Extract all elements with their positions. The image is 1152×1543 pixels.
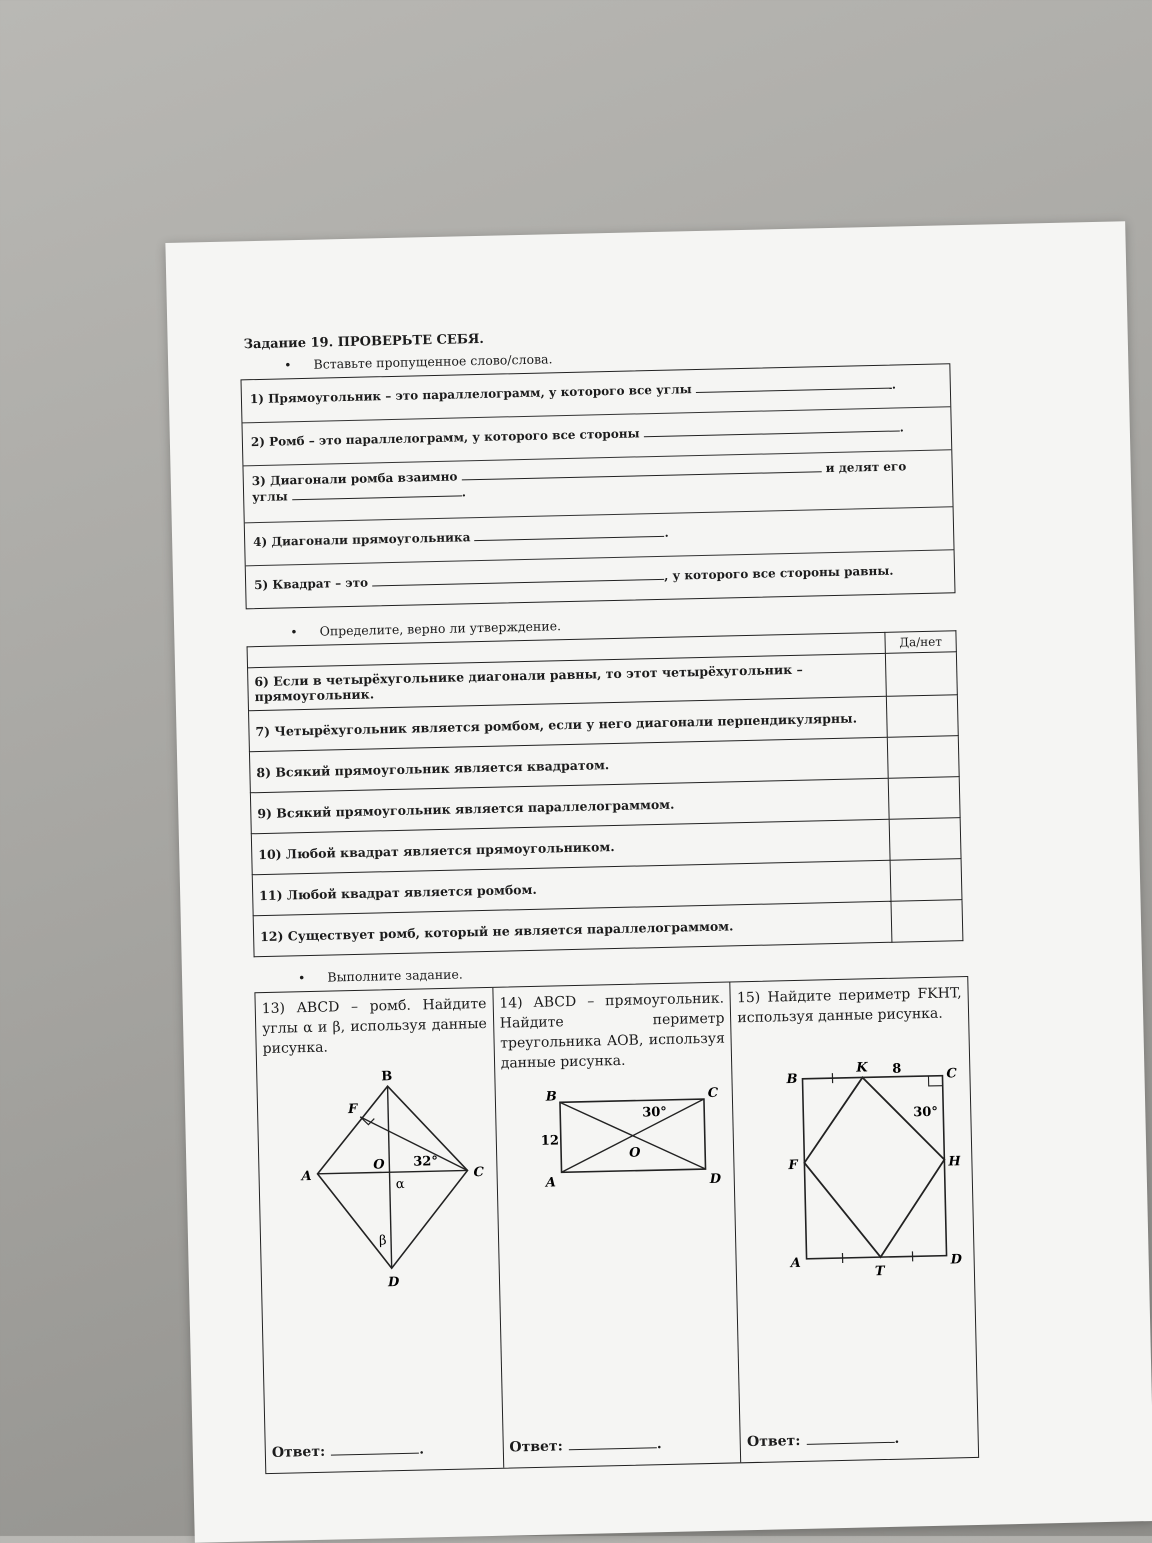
answer-blank-5[interactable] — [372, 567, 664, 587]
answer-cell-6[interactable] — [885, 652, 957, 697]
fill-mid-3: и делят его — [826, 459, 907, 475]
label-d: D — [708, 1172, 721, 1187]
statement-12: 12) Существует ромб, который не является параллелограммом. — [253, 901, 892, 956]
label-c: C — [707, 1086, 718, 1101]
side-8: 8 — [892, 1062, 901, 1077]
answer-blank-3a[interactable] — [461, 459, 821, 480]
statement-7: 7) Четырёхугольник является ромбом, если у него диагонали перпендикулярны. — [249, 696, 888, 751]
fill-end-2: . — [899, 420, 904, 434]
answer-label-13: Ответ: — [272, 1444, 326, 1461]
outer-rectangle — [803, 1076, 947, 1259]
answer-label-14: Ответ: — [509, 1438, 563, 1455]
label-a: A — [789, 1256, 801, 1271]
rhombus-figure — [267, 1066, 494, 1301]
rhombus-shape — [316, 1084, 470, 1269]
label-h: H — [948, 1154, 962, 1169]
fill-text-1: 1) Прямоугольник – это параллелограмм, у которого все углы — [250, 382, 692, 406]
diagonal-bd — [388, 1086, 392, 1268]
angle-32: 32° — [413, 1154, 438, 1170]
label-t: T — [875, 1264, 886, 1279]
fill-text-4: 4) Диагонали прямоугольника — [253, 530, 471, 549]
answer-cell-11[interactable] — [890, 859, 962, 902]
worksheet-content — [240, 321, 986, 1474]
angle-30: 30° — [913, 1105, 938, 1121]
answer-label-15: Ответ: — [747, 1433, 801, 1450]
side-12: 12 — [540, 1133, 558, 1148]
answer-blank-13[interactable] — [331, 1441, 419, 1456]
true-false-table — [247, 630, 964, 957]
label-f: F — [347, 1102, 358, 1117]
task-14-text: 14) ABCD – прямоугольник. Найдите периметр треугольника AOB, используя данные рисунка. — [499, 989, 725, 1074]
task-label: Задание 19. — [244, 335, 334, 352]
right-angle-mark — [929, 1076, 943, 1086]
fill-text-3: 3) Диагонали ромба взаимно — [252, 469, 458, 488]
square-figure — [736, 1055, 963, 1290]
label-b: B — [786, 1072, 798, 1087]
answer-blank-3b[interactable] — [292, 483, 462, 500]
angle-30: 30° — [642, 1105, 667, 1121]
answer-blank-1[interactable] — [696, 376, 892, 393]
label-c: C — [947, 1066, 958, 1081]
label-d: D — [950, 1252, 963, 1267]
statement-10: 10) Любой квадрат является прямоугольником. — [251, 819, 890, 874]
tasks-grid — [254, 976, 979, 1474]
diagonal-ac — [318, 1170, 468, 1173]
fill-text-5: 5) Квадрат – это — [254, 576, 368, 593]
label-o: O — [629, 1146, 641, 1161]
answer-cell-10[interactable] — [889, 818, 961, 861]
answer-blank-2[interactable] — [644, 418, 900, 437]
fill-end-4: . — [664, 526, 669, 540]
answer-cell-8[interactable] — [887, 736, 959, 779]
fill-in-table — [240, 363, 955, 609]
answer-cell-7[interactable] — [886, 695, 958, 738]
answer-15: Ответ: . — [747, 1430, 900, 1450]
task-title: ПРОВЕРЬТЕ СЕБЯ. — [338, 332, 485, 350]
angle-alpha: α — [396, 1177, 405, 1192]
section1-instruction: • Вставьте пропущенное слово/слова. — [284, 342, 960, 372]
task-13 — [255, 988, 504, 1473]
fill-line2-3: углы — [252, 489, 288, 504]
worksheet-paper — [165, 221, 1152, 1542]
label-c: C — [473, 1165, 484, 1180]
label-k: K — [855, 1060, 868, 1075]
statement-8: 8) Всякий прямоугольник является квадратом. — [249, 737, 888, 792]
section3-instruction: • Выполните задание. — [298, 955, 974, 985]
label-a: A — [299, 1169, 311, 1184]
angle-beta: β — [379, 1233, 387, 1248]
answer-blank-4[interactable] — [474, 524, 664, 541]
statement-9: 9) Всякий прямоугольник является параллелограммом. — [250, 778, 889, 833]
diagonal-ac — [560, 1099, 706, 1172]
label-o: O — [373, 1157, 385, 1172]
fill-end-1: . — [892, 378, 897, 392]
yes-no-header: Да/нет — [885, 631, 956, 654]
answer-13: Ответ: . — [272, 1441, 425, 1461]
fill-end-5: , у которого все стороны равны. — [664, 564, 894, 583]
statement-6: 6) Если в четырёхугольнике диагонали равны, то этот четырёхугольник – прямоугольник. — [248, 653, 887, 710]
answer-blank-15[interactable] — [806, 1430, 894, 1445]
rectangle-figure — [503, 1083, 728, 1208]
statement-11: 11) Любой квадрат является ромбом. — [252, 860, 891, 915]
section2-instruction: • Определите, верно ли утверждение. — [290, 609, 966, 639]
answer-cell-9[interactable] — [888, 777, 960, 820]
answer-cell-12[interactable] — [891, 900, 963, 943]
task-15 — [731, 977, 979, 1462]
answer-blank-14[interactable] — [569, 1435, 657, 1450]
label-b: B — [381, 1069, 392, 1084]
task-15-text: 15) Найдите периметр FKHT, используя данные рисунка. — [737, 983, 963, 1028]
quadrilateral-fkht — [803, 1076, 947, 1259]
answer-14: Ответ: . — [509, 1435, 662, 1455]
label-d: D — [387, 1275, 400, 1290]
fill-text-2: 2) Ромб – это параллелограмм, у которого все стороны — [251, 426, 640, 449]
label-a: A — [543, 1175, 555, 1190]
task-13-text: 13) ABCD – ромб. Найдите углы α и β, используя данные рисунка. — [262, 994, 488, 1059]
task-14 — [493, 982, 742, 1467]
fill-end-3: . — [462, 485, 467, 499]
label-b: B — [544, 1089, 556, 1104]
label-f: F — [788, 1158, 799, 1173]
